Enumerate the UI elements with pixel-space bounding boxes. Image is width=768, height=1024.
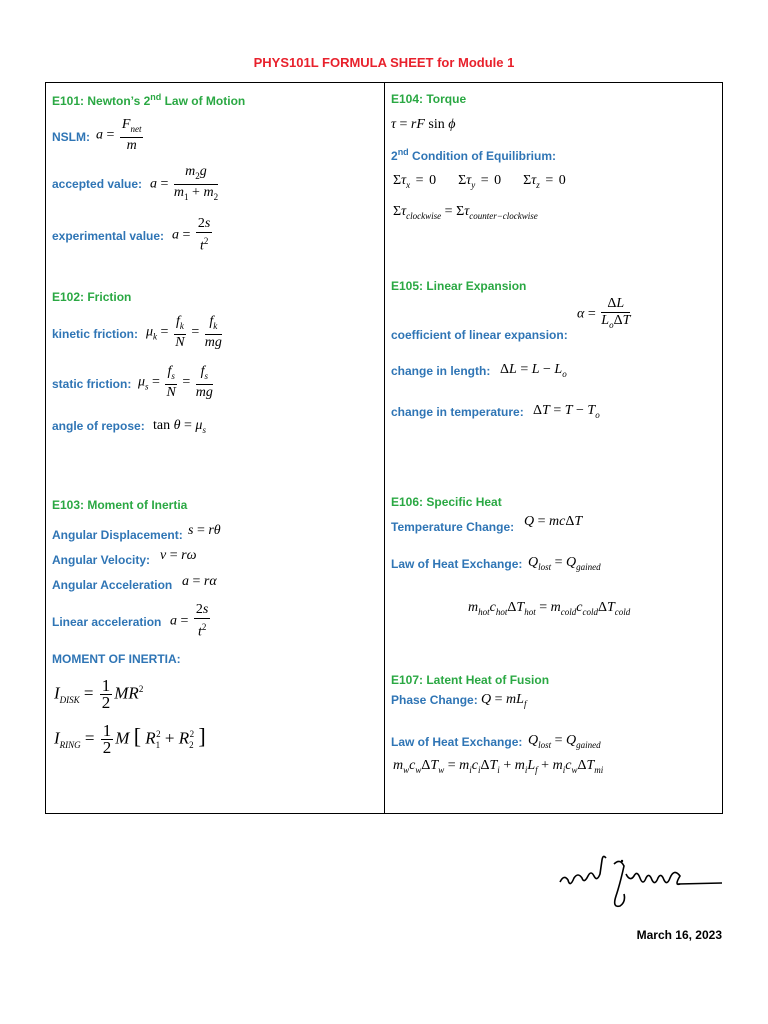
change-in-temperature-label: change in temperature: <box>391 405 524 419</box>
heat-exchange-formula-e107: $Q_{lost} = Q_{gained}$ <box>528 733 601 750</box>
accepted-value-label: accepted value: <box>52 177 143 191</box>
heat-exchange-formula-e106: $Q_{lost} = Q_{gained}$ <box>528 555 601 572</box>
angular-displacement-label: Angular Displacement: <box>52 528 183 542</box>
column-divider <box>384 82 385 814</box>
disk-inertia-formula: $I_{DISK}$ = $\frac{1}{2}$ $MR^2$ <box>54 676 144 712</box>
experimental-value-formula: a = $\frac{2s}{t^2}$ <box>172 216 211 254</box>
date-label: March 16, 2023 <box>636 928 722 942</box>
signature-image <box>556 850 726 920</box>
change-in-length-formula: $\Delta L = L - L_o$ <box>500 362 567 379</box>
accepted-value-formula: a = $\frac{m_2g}{m_1 + m_2}$ <box>150 164 219 202</box>
specific-heat-formula: Q = mcΔT <box>524 514 583 529</box>
angular-displacement-formula: s = rθ <box>188 523 221 538</box>
e106-heading: E106: Specific Heat <box>391 495 502 509</box>
phase-change-label: Phase Change: <box>391 693 478 707</box>
e105-heading: E105: Linear Expansion <box>391 279 527 293</box>
e101-heading: E101: Newton’s 2nd Law of Motion <box>52 92 246 108</box>
angular-acceleration-formula: a = rα <box>182 574 217 589</box>
kinetic-friction-formula: $\mu_k$ = $\frac{f_k}{N}$ = $\frac{f_k}{mg}$ <box>146 314 222 350</box>
heat-exchange-label-e107: Law of Heat Exchange: <box>391 735 523 749</box>
heat-exchange-label-e106: Law of Heat Exchange: <box>391 557 523 571</box>
moment-of-inertia-label: MOMENT OF INERTIA: <box>52 652 181 666</box>
change-in-temperature-formula: $\Delta T = T - T_o$ <box>533 403 600 420</box>
e102-heading: E102: Friction <box>52 290 132 304</box>
equilibrium-label: 2nd Condition of Equilibrium: <box>391 147 556 163</box>
e107-heading: E107: Latent Heat of Fusion <box>391 673 550 687</box>
torque-formula: τ = rF sin ϕ <box>391 117 456 132</box>
equilibrium-sum-formula: $\Sigma\tau_x = 0$ $\Sigma\tau_y = 0$ $\Sigma\tau_z = 0$ <box>393 173 566 190</box>
angle-of-repose-formula: $\tan \theta = \mu_s$ <box>153 418 206 435</box>
angular-velocity-label: Angular Velocity: <box>52 553 151 567</box>
nslm-formula: a = $\frac{F_{net}}{m}$ <box>96 117 142 153</box>
latent-heat-exchange-formula: $m_wc_w\Delta T_w = m_ic_i\Delta T_i + m_iL_f + m_ic_w\Delta T_{mi}$ <box>393 758 604 775</box>
static-friction-label: static friction: <box>52 377 132 391</box>
temperature-change-label: Temperature Change: <box>391 520 515 534</box>
clockwise-torque-formula: $\Sigma\tau_{clockwise} = \Sigma\tau_{counter-clockwise}$ <box>393 204 538 221</box>
experimental-value-label: experimental value: <box>52 229 165 243</box>
hot-cold-exchange-formula: $m_{hot}c_{hot}\Delta T_{hot} = m_{cold}c_{cold}\Delta T_{cold}$ <box>468 600 631 617</box>
nslm-label: NSLM: <box>52 130 90 144</box>
angular-velocity-formula: v = rω <box>160 548 197 563</box>
linear-acceleration-formula: a = $\frac{2s}{t^2}$ <box>170 602 209 640</box>
change-in-length-label: change in length: <box>391 364 491 378</box>
e104-heading: E104: Torque <box>391 92 467 106</box>
ring-inertia-formula: $I_{RING}$ = $\frac{1}{2}$ M [ $R_1^2 + R_2^2$ ] <box>54 721 206 757</box>
angle-of-repose-label: angle of repose: <box>52 419 145 433</box>
page-title: PHYS101L FORMULA SHEET for Module 1 <box>253 55 515 70</box>
linear-acceleration-label: Linear acceleration <box>52 615 162 629</box>
phase-change-formula: $Q = mL_f$ <box>481 692 527 709</box>
kinetic-friction-label: kinetic friction: <box>52 327 139 341</box>
linear-expansion-coefficient-formula: α = $\frac{\Delta L}{L_o\Delta T}$ <box>577 296 631 330</box>
e103-heading: E103: Moment of Inertia <box>52 498 188 512</box>
static-friction-formula: $\mu_s$ = $\frac{f_s}{N}$ = $\frac{f_s}{mg}$ <box>138 364 213 400</box>
angular-acceleration-label: Angular Acceleration <box>52 578 173 592</box>
coefficient-label: coefficient of linear expansion: <box>391 328 568 342</box>
